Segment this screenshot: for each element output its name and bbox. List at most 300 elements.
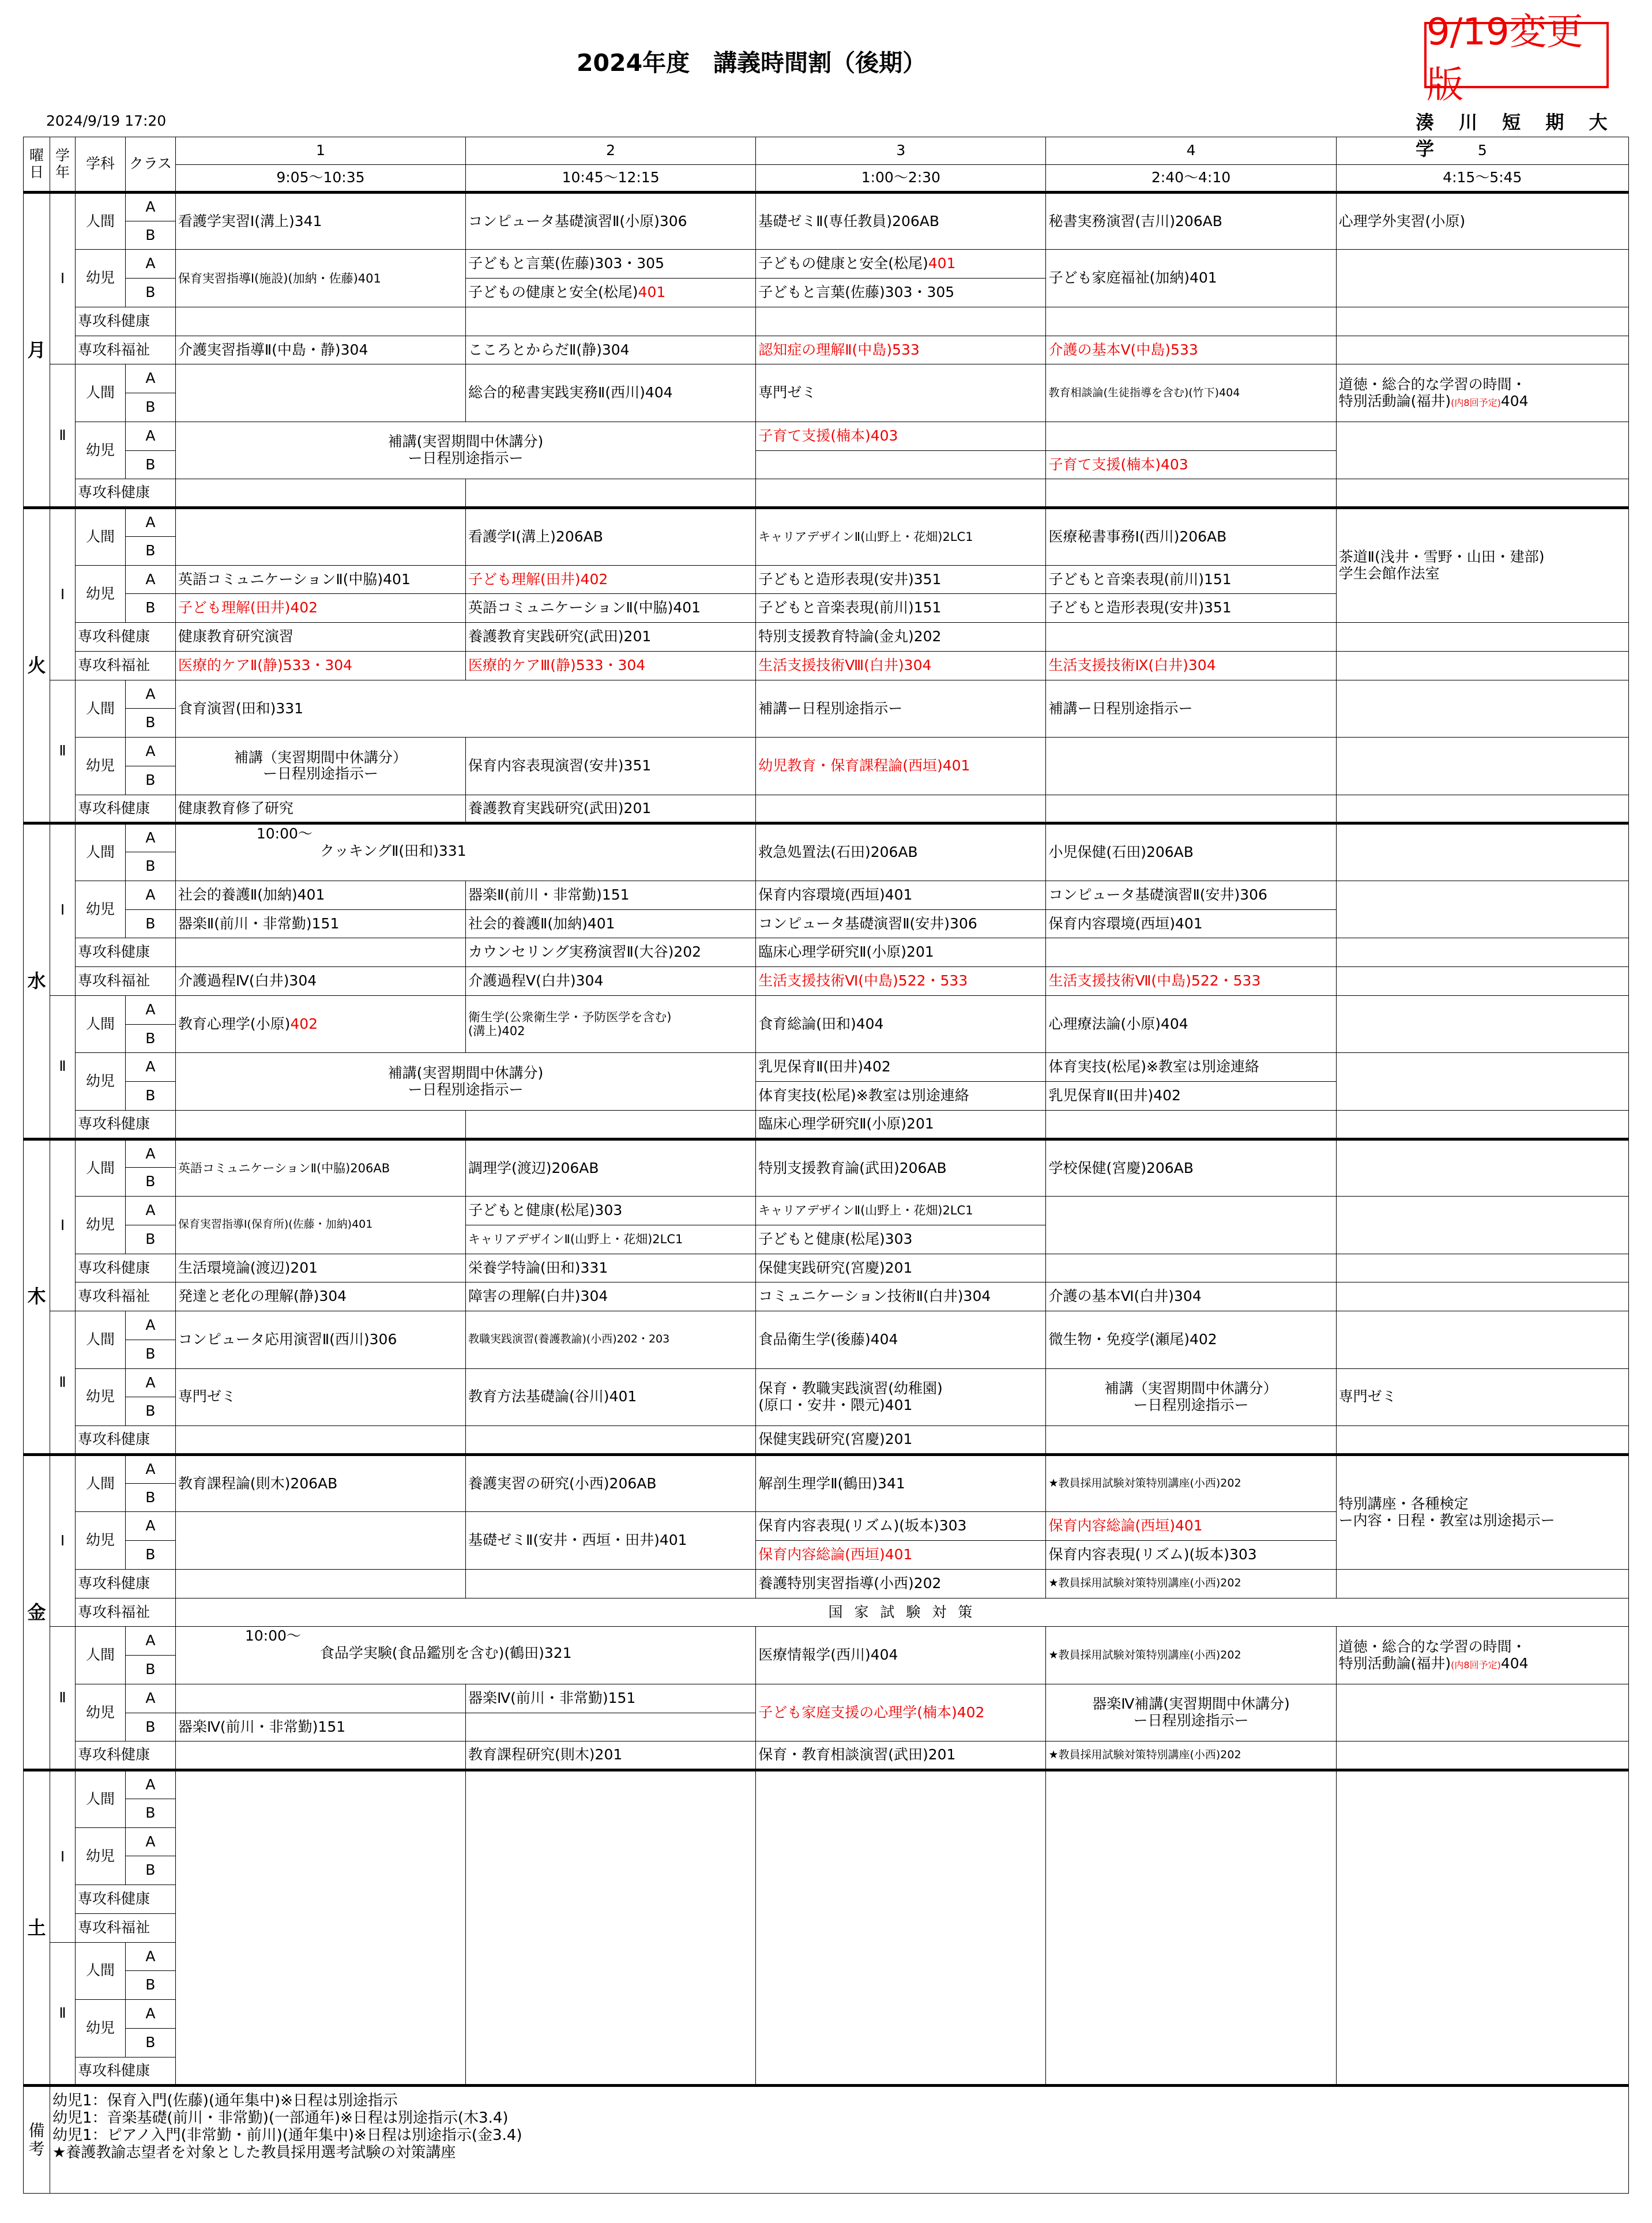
course-text: 器楽Ⅳ補講(実習期間中休講分) [1092,1695,1290,1713]
course-cell: コミュニケーション技術Ⅱ(白井)304 [756,1282,1046,1311]
year-label: Ⅰ [50,1770,76,1942]
course-cell: 特別支援教育特論(金丸)202 [756,623,1046,652]
class-a: A [125,995,175,1024]
class-a: A [125,1627,175,1656]
dept-label: 幼児 [75,1053,125,1110]
course-text: 特別活動論(福井) [1338,1654,1451,1672]
course-cell: こころとからだⅡ(静)304 [466,336,756,364]
dept-label: 人間 [75,364,125,422]
dept-label: 専攻科健康 [75,1741,175,1770]
course-cell [1046,1684,1336,1741]
course-cell [1336,1282,1628,1311]
period-1-time: 9:05～10:35 [175,165,465,193]
page-title: 2024年度 講義時間割（後期） [577,49,927,77]
course-text: 特別活動論(福井) [1338,392,1451,409]
course-cell [466,1569,756,1598]
course-note: (内8回予定) [1451,1659,1501,1671]
course-cell: 特別支援教育論(武田)206AB [756,1139,1046,1196]
course-cell: 教育相談論(生徒指導を含む)(竹下)404 [1046,364,1336,422]
period-1-number: 1 [175,137,465,165]
course-cell: 障害の理解(白井)304 [466,1282,756,1311]
class-a: A [125,250,175,279]
course-cell: 医療情報学(西川)404 [756,1627,1046,1684]
dept-label: 専攻科福祉 [75,651,175,680]
course-cell: 生活支援技術Ⅷ(白井)304 [756,651,1046,680]
course-cell: 保健実践研究(宮慶)201 [756,1426,1046,1455]
course-text: ー日程別途指示ー [408,1081,524,1098]
course-text: ー日程別途指示ー [1133,1396,1249,1413]
class-b: B [125,1340,175,1368]
class-b: B [125,221,175,250]
class-a: A [125,823,175,852]
course-cell: 介護の基本Ⅴ(中島)533 [1046,336,1336,364]
course-text: 道徳・総合的な学習の時間・ [1338,375,1526,393]
dept-label: 専攻科健康 [75,2057,175,2086]
course-cell: 健康教育研究演習 [175,623,465,652]
course-cell [756,250,1046,279]
year-label: Ⅱ [50,1627,76,1770]
course-cell: 保育内容総論(西垣)401 [756,1541,1046,1570]
course-cell: 心理療法論(小原)404 [1046,995,1336,1052]
course-cell [1336,738,1628,795]
course-cell: コンピュータ応用演習Ⅱ(西川)306 [175,1311,465,1368]
dept-label: 人間 [75,193,125,250]
course-cell [466,307,756,336]
class-b: B [125,536,175,565]
course-cell [175,1426,465,1455]
class-b: B [125,709,175,738]
header-gakka: 学科 [75,137,125,193]
course-cell: 保育内容表現演習(安井)351 [466,738,756,795]
course-cell [175,1627,755,1684]
class-b: B [125,1483,175,1512]
timetable [23,137,1629,2194]
dept-label: 人間 [75,680,125,737]
course-cell [175,1684,465,1713]
course-cell: 看護学実習Ⅰ(溝上)341 [175,193,465,250]
course-cell: 子どもと造形表現(安井)351 [756,565,1046,594]
dept-label: 幼児 [75,881,125,938]
course-cell: 乳児保育Ⅱ(田井)402 [1046,1082,1336,1111]
dept-label: 専攻科健康 [75,1254,175,1282]
room-changed: 402 [290,1015,318,1032]
course-cell [175,479,465,508]
dept-label: 幼児 [75,250,125,307]
dept-label: 専攻科福祉 [75,1913,175,1942]
course-cell: 器楽Ⅱ(前川・非常勤)151 [175,909,465,938]
class-a: A [125,881,175,909]
day-monday [24,193,1629,508]
course-cell: 国 家 試 験 対 策 [175,1598,1628,1627]
course-cell: 食育演習(田和)331 [175,680,755,737]
period-4-number: 4 [1046,137,1336,165]
course-cell: 介護過程Ⅴ(白井)304 [466,967,756,996]
dept-label: 専攻科福祉 [75,1282,175,1311]
course-cell [1336,651,1628,680]
course-cell [466,1110,756,1139]
course-cell [1336,1426,1628,1455]
dept-label: 専攻科健康 [75,1885,175,1914]
course-cell [756,1368,1046,1425]
dept-label: 専攻科福祉 [75,336,175,364]
course-cell [1046,738,1336,795]
day-saturday [24,1770,1629,2086]
dept-label: 専攻科福祉 [75,967,175,996]
dept-label: 人間 [75,995,125,1052]
course-cell [1046,1426,1336,1455]
course-cell: 保育内容総論(西垣)401 [1046,1512,1336,1541]
course-text: (原口・安井・隈元)401 [758,1396,913,1413]
course-text: 学生会館作法室 [1338,565,1440,582]
class-a: A [125,738,175,766]
course-cell: 器楽Ⅱ(前川・非常勤)151 [466,881,756,909]
course-text: ー日程別途指示ー [1133,1712,1249,1729]
period-2-time: 10:45～12:15 [466,165,756,193]
course-cell: 生活支援技術Ⅶ(中島)522・533 [1046,967,1336,996]
course-cell: 保育・教育相談演習(武田)201 [756,1741,1046,1770]
course-cell: 介護実習指導Ⅱ(中島・静)304 [175,336,465,364]
course-cell: 専門ゼミ [756,364,1046,422]
course-cell: 医療秘書事務Ⅰ(西川)206AB [1046,508,1336,565]
course-cell [175,938,465,967]
course-cell [1336,1770,1628,2086]
notes-body [50,2086,1629,2194]
course-cell [175,738,465,795]
class-b: B [125,1168,175,1197]
course-cell [1336,1569,1628,1598]
course-cell [756,795,1046,823]
course-cell: 補講ー日程別途指示ー [756,680,1046,737]
course-cell: 子育て支援(楠本)403 [1046,450,1336,479]
class-a: A [125,1368,175,1397]
course-cell: 保育内容環境(西垣)401 [1046,909,1336,938]
revision-badge: 9/19変更版 [1424,22,1609,88]
course-cell: ★教員採用試験対策特別講座(小西)202 [1046,1454,1336,1511]
dept-label: 幼児 [75,1368,125,1425]
course-text: ー日程別途指示ー [408,450,524,467]
course-cell [1336,1254,1628,1282]
period-3-time: 1:00～2:30 [756,165,1046,193]
course-cell: 子どもと音楽表現(前川)151 [756,594,1046,623]
course-cell: 臨床心理学研究Ⅱ(小原)201 [756,1110,1046,1139]
course-cell [1336,1684,1628,1741]
dept-label: 人間 [75,1627,125,1684]
course-text: 保育・教職実践演習(幼稚園) [758,1380,943,1397]
dept-label: 人間 [75,1139,125,1196]
dept-label: 専攻科健康 [75,795,175,823]
class-a: A [125,1684,175,1713]
course-cell [1046,422,1336,450]
course-cell: コンピュータ基礎演習Ⅱ(小原)306 [466,193,756,250]
course-cell: 介護過程Ⅳ(白井)304 [175,967,465,996]
class-a: A [125,1197,175,1225]
class-a: A [125,1454,175,1483]
course-cell: 英語コミュニケーションⅡ(中脇)401 [175,565,465,594]
course-text: ー内容・日程・教室は別途掲示ー [1338,1511,1555,1529]
course-cell [1336,938,1628,967]
course-cell: 乳児保育Ⅱ(田井)402 [756,1053,1046,1082]
course-cell [175,995,465,1052]
class-a: A [125,2000,175,2029]
course-cell [1046,307,1336,336]
course-cell: 保育実習指導Ⅰ(施設)(加納・佐藤)401 [175,250,465,307]
course-cell [175,1569,465,1598]
course-cell: 専門ゼミ [175,1368,465,1425]
course-cell [175,1053,755,1110]
year-label: Ⅱ [50,364,76,508]
class-a: A [125,565,175,594]
course-cell: 食育総論(田和)404 [756,995,1046,1052]
course-cell: 子ども家庭福祉(加納)401 [1046,250,1336,307]
class-a: A [125,508,175,537]
course-cell: 養護特別実習指導(小西)202 [756,1569,1046,1598]
course-cell: ★教員採用試験対策特別講座(小西)202 [1046,1569,1336,1598]
course-cell [466,1770,756,2086]
course-cell [1046,1197,1336,1254]
note-line: 幼児1：ピアノ入門(非常勤・前川)(通年集中)※日程は別途指示(金3.4) [52,2127,522,2145]
course-cell: 教育課程論(則木)206AB [175,1454,465,1511]
course-cell: 小児保健(石田)206AB [1046,823,1336,881]
course-cell [175,1770,465,2086]
course-cell: 保育内容表現(リズム)(坂本)303 [1046,1541,1336,1570]
class-a: A [125,422,175,450]
course-cell: キャリアデザインⅡ(山野上・花畑)2LC1 [756,1197,1046,1225]
course-time: 10:00～ [244,1627,301,1645]
course-cell [175,508,465,565]
course-cell: 基礎ゼミⅡ(安井・西垣・田井)401 [466,1512,756,1569]
course-cell [1046,1254,1336,1282]
day-label: 金 [24,1454,50,1770]
course-cell: 医療的ケアⅡ(静)533・304 [175,651,465,680]
course-cell [1336,680,1628,737]
course-cell: コンピュータ基礎演習Ⅱ(安井)306 [1046,881,1336,909]
class-b: B [125,1024,175,1053]
course-text: 補講(実習期間中休講分) [387,1064,544,1081]
class-b: B [125,450,175,479]
course-room: 404 [1500,1654,1529,1672]
course-cell [1336,623,1628,652]
day-label: 月 [24,193,50,508]
day-label: 水 [24,823,50,1139]
course-cell: 学校保健(宮慶)206AB [1046,1139,1336,1196]
course-cell [1336,508,1628,623]
course-cell [466,995,756,1052]
course-cell: 総合的秘書実践実務Ⅱ(西川)404 [466,364,756,422]
course-cell [175,1741,465,1770]
course-cell [1336,1454,1628,1569]
course-cell: 保健実践研究(宮慶)201 [756,1254,1046,1282]
course-cell: 調理学(渡辺)206AB [466,1139,756,1196]
year-label: Ⅰ [50,823,76,995]
course-cell: 介護の基本Ⅵ(白井)304 [1046,1282,1336,1311]
course-cell [1336,422,1628,479]
course-cell [175,1512,465,1569]
course-cell [1336,307,1628,336]
course-cell [175,422,755,479]
course-cell [1336,1053,1628,1110]
course-cell [1046,623,1336,652]
course-cell: 幼児教育・保育課程論(西垣)401 [756,738,1046,795]
course-cell [1336,995,1628,1052]
dept-label: 人間 [75,1454,125,1511]
class-b: B [125,279,175,307]
year-label: Ⅱ [50,1311,76,1455]
course-cell: 子どもと造形表現(安井)351 [1046,594,1336,623]
course-cell [1336,336,1628,364]
note-line: 幼児1：音楽基礎(前川・非常勤)(一部通年)※日程は別途指示(木3.4) [52,2109,509,2127]
course-cell: 体育実技(松尾)※教室は別途連絡 [1046,1053,1336,1082]
course-text: 道徳・総合的な学習の時間・ [1338,1638,1526,1655]
course-cell: 健康教育修了研究 [175,795,465,823]
course-cell: 生活環境論(渡辺)201 [175,1254,465,1282]
course-cell [466,1426,756,1455]
class-b: B [125,2028,175,2057]
course-cell: 子ども家庭支援の心理学(楠本)402 [756,1684,1046,1741]
course-text: 子どもの健康と安全(松尾) [758,255,928,272]
year-label: Ⅰ [50,1139,76,1311]
class-b: B [125,1713,175,1741]
day-label: 土 [24,1770,50,2086]
period-3-number: 3 [756,137,1046,165]
school-name: 湊 川 短 期 大 学 [1416,111,1617,160]
class-b: B [125,852,175,881]
course-cell: カウンセリング実務演習Ⅱ(大谷)202 [466,938,756,967]
notes-section [24,2086,1629,2194]
course-cell: 子ども理解(田井)402 [466,565,756,594]
course-cell [466,479,756,508]
class-a: A [125,193,175,221]
period-4-time: 2:40～4:10 [1046,165,1336,193]
course-cell: 保育内容環境(西垣)401 [756,881,1046,909]
dept-label: 幼児 [75,1684,125,1741]
dept-label: 人間 [75,1311,125,1368]
course-cell [1046,1770,1336,2086]
course-cell [175,823,755,881]
year-label: Ⅱ [50,680,76,823]
class-b: B [125,1397,175,1426]
course-cell: 医療的ケアⅢ(静)533・304 [466,651,756,680]
course-cell: 保育実習指導Ⅰ(保育所)(佐藤・加納)401 [175,1197,465,1254]
period-2-number: 2 [466,137,756,165]
course-cell: キャリアデザインⅡ(山野上・花畑)2LC1 [756,508,1046,565]
class-b: B [125,1082,175,1111]
day-wednesday [24,823,1629,1139]
class-a: A [125,1770,175,1799]
class-b: B [125,1541,175,1570]
day-label: 火 [24,508,50,823]
course-cell: 補講ー日程別途指示ー [1046,680,1336,737]
course-cell [1046,1368,1336,1425]
day-tuesday [24,508,1629,823]
course-text: 特別講座・各種検定 [1338,1495,1469,1513]
course-cell: 養護教育実践研究(武田)201 [466,623,756,652]
dept-label: 専攻科健康 [75,1426,175,1455]
dept-label: 幼児 [75,738,125,795]
course-cell [1336,967,1628,996]
course-cell: 救急処置法(石田)206AB [756,823,1046,881]
course-cell [175,364,465,422]
class-b: B [125,1225,175,1254]
course-cell [175,1110,465,1139]
class-b: B [125,1971,175,2000]
course-cell: 器楽Ⅳ(前川・非常勤)151 [175,1713,465,1741]
course-cell: 食品衛生学(後藤)404 [756,1311,1046,1368]
dept-label: 幼児 [75,1827,125,1885]
course-cell: 養護実習の研究(小西)206AB [466,1454,756,1511]
room-changed: 401 [638,284,666,301]
course-cell [756,479,1046,508]
course-cell: 子どもと健康(松尾)303 [466,1197,756,1225]
course-note: (内8回予定) [1451,397,1501,408]
course-cell: 微生物・免疫学(瀬尾)402 [1046,1311,1336,1368]
class-a: A [125,680,175,709]
course-cell [1336,1741,1628,1770]
course-cell [756,1770,1046,2086]
header-gakunen: 学年 [50,137,76,193]
class-a: A [125,364,175,393]
class-b: B [125,1799,175,1827]
dept-label: 幼児 [75,2000,125,2057]
notes-label: 備考 [24,2086,50,2194]
dept-label: 専攻科健康 [75,938,175,967]
course-text: 補講（実習期間中休講分） [234,748,407,766]
class-b: B [125,594,175,623]
dept-label: 専攻科健康 [75,1569,175,1598]
course-cell [1336,479,1628,508]
course-cell: 社会的養護Ⅱ(加納)401 [175,881,465,909]
course-cell: 英語コミュニケーションⅡ(中脇)401 [466,594,756,623]
course-cell: ★教員採用試験対策特別講座(小西)202 [1046,1741,1336,1770]
day-thursday [24,1139,1629,1454]
course-text: (溝上)402 [468,1024,525,1039]
dept-label: 人間 [75,508,125,565]
course-cell [1336,823,1628,881]
course-cell: 英語コミュニケーションⅡ(中脇)206AB [175,1139,465,1196]
year-label: Ⅰ [50,508,76,680]
course-time: 10:00～ [256,825,313,842]
course-cell: 子どもと健康(松尾)303 [756,1225,1046,1254]
header-youbi: 曜日 [24,137,50,193]
course-text: 茶道Ⅱ(浅井・雪野・山田・建部) [1338,548,1545,566]
dept-label: 幼児 [75,422,125,479]
course-cell [1336,1311,1628,1368]
course-cell [1336,250,1628,307]
course-cell: ★教員採用試験対策特別講座(小西)202 [1046,1627,1336,1684]
course-cell [1336,795,1628,823]
course-cell [1336,1197,1628,1254]
dept-label: 専攻科健康 [75,1110,175,1139]
class-a: A [125,1827,175,1856]
course-cell: 専門ゼミ [1336,1368,1628,1425]
course-cell [1336,1627,1628,1684]
course-text: 食品学実験(食品鑑別を含む)(鶴田)321 [319,1645,572,1662]
dept-label: 幼児 [75,1197,125,1254]
dept-label: 人間 [75,1942,125,1999]
day-friday [24,1454,1629,1770]
course-cell: 養護教育実践研究(武田)201 [466,795,756,823]
course-text: 衛生学(公衆衛生学・予防医学を含む) [468,1010,672,1024]
dept-label: 専攻科福祉 [75,1598,175,1627]
course-cell [756,450,1046,479]
header-class: クラス [125,137,175,193]
course-cell [1336,1139,1628,1196]
dept-label: 専攻科健康 [75,479,175,508]
course-room: 404 [1500,392,1529,409]
course-cell: 子育て支援(楠本)403 [756,422,1046,450]
course-cell [175,307,465,336]
course-text: 子どもの健康と安全(松尾) [468,284,638,301]
period-5-number: 5 [1336,137,1628,165]
